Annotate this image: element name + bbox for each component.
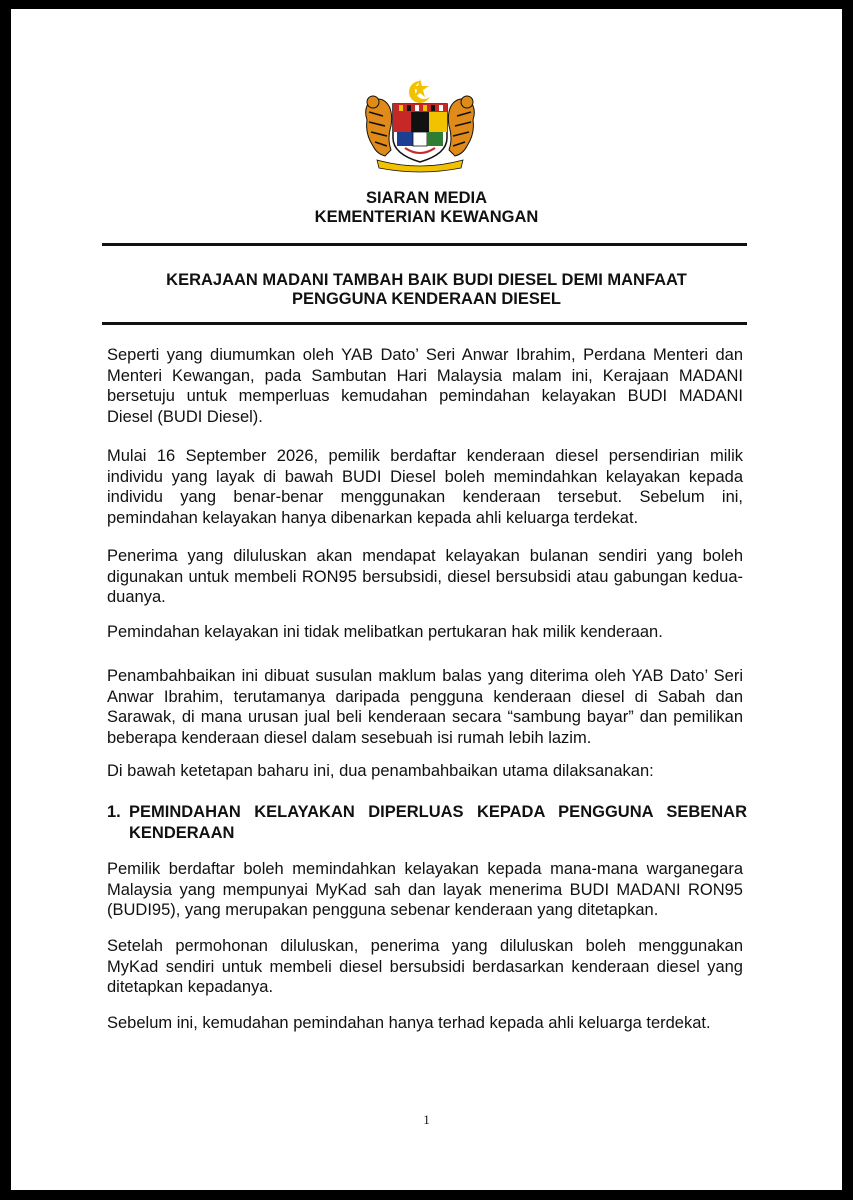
bottom-divider	[102, 322, 747, 325]
headline-line-2: PENGGUNA KENDERAAN DIESEL	[292, 290, 561, 308]
paragraph-2: Mulai 16 September 2026, pemilik berdaftar kenderaan diesel persendirian milik individu yang layak di bawah BUDI Diesel boleh memindahkan kelayakan kepada individu yang benar-benar menggunakan kenderaan tersebut. Sebelum ini, pemindahan kelayakan hanya dibenarkan kepada ahli keluarga terdekat.	[107, 447, 743, 527]
paragraph-4: Pemindahan kelayakan ini tidak melibatkan pertukaran hak milik kenderaan.	[107, 623, 663, 641]
paragraph-3: Penerima yang diluluskan akan mendapat kelayakan bulanan sendiri yang boleh digunakan untuk membeli RON95 bersubsidi, diesel bersubsidi atau gabungan kedua-duanya.	[107, 547, 743, 606]
section-1-paragraph-2: Setelah permohonan diluluskan, penerima yang diluluskan boleh menggunakan MyKad sendiri untuk membeli diesel bersubsidi berdasarkan kenderaan diesel yang ditetapkan kepadanya.	[107, 937, 743, 996]
paragraph-5: Penambahbaikan ini dibuat susulan maklum balas yang diterima oleh YAB Dato’ Seri Anwar Ibrahim, terutamanya daripada pengguna kenderaan diesel di Sabah dan Sarawak, di mana urusan jual beli kenderaan secara “sambung bayar” dan pemilikan beberapa kenderaan diesel dalam sesebuah isi rumah lebih lazim.	[107, 667, 743, 747]
section-1-title: PEMINDAHAN KELAYAKAN DIPERLUAS KEPADA PENGGUNA SEBENAR KENDERAAN	[129, 803, 747, 842]
header-line-2: KEMENTERIAN KEWANGAN	[314, 208, 539, 226]
section-1-number: 1.	[107, 803, 121, 821]
top-divider	[102, 243, 747, 246]
section-1-paragraph-1: Pemilik berdaftar boleh memindahkan kelayakan kepada mana-mana warganegara Malaysia yang mempunyai MyKad sah dan layak menerima BUDI MADANI RON95 (BUDI95), yang merupakan pengguna sebenar kenderaan yang ditetapkan.	[107, 860, 743, 919]
paragraph-1: Seperti yang diumumkan oleh YAB Dato’ Seri Anwar Ibrahim, Perdana Menteri dan Menteri Kewangan, pada Sambutan Hari Malaysia malam ini, Kerajaan MADANI bersetuju untuk memperluas kemudahan pemindahan kelayakan BUDI MADANI Diesel (BUDI Diesel).	[107, 346, 743, 426]
section-1-paragraph-3: Sebelum ini, kemudahan pemindahan hanya terhad kepada ahli keluarga terdekat.	[107, 1014, 711, 1032]
document-page	[11, 9, 842, 1190]
section-1-heading	[107, 802, 747, 843]
header-line-1: SIARAN MEDIA	[365, 189, 487, 207]
page-number: 1	[423, 1112, 430, 1127]
malaysia-coat-of-arms-icon	[357, 76, 483, 174]
paragraph-6: Di bawah ketetapan baharu ini, dua penambahbaikan utama dilaksanakan:	[107, 762, 654, 780]
headline-line-1: KERAJAAN MADANI TAMBAH BAIK BUDI DIESEL DEMI MANFAAT	[166, 271, 687, 289]
